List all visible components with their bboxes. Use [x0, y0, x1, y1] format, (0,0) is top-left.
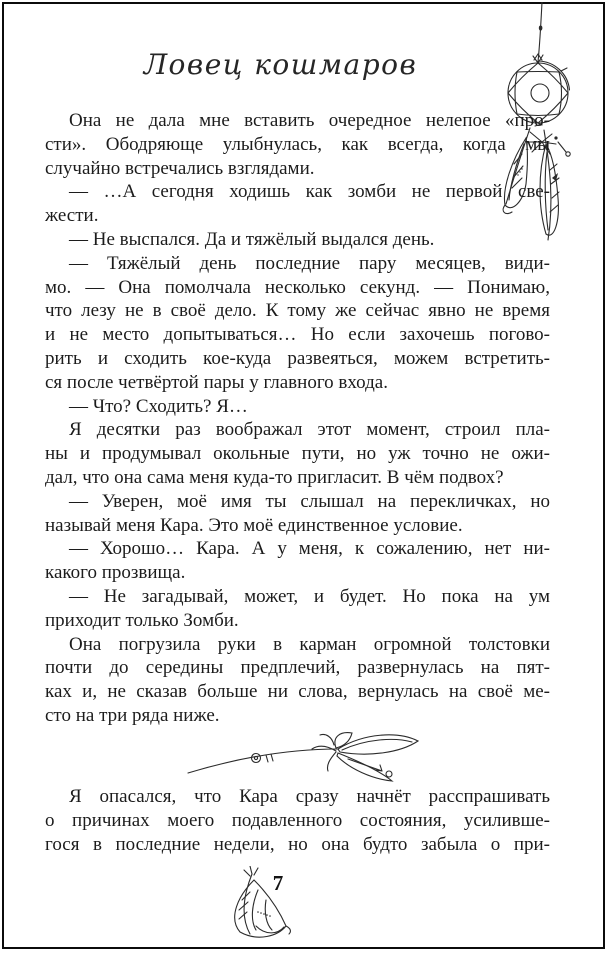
text-line: — …А сегодня ходишь как зомби не первой све-: [69, 181, 550, 203]
text-line: Я опасался, что Кара сразу начнёт расспрашивать: [69, 786, 550, 807]
text-line: Я десятки раз воображал этот момент, строил пла-: [69, 419, 550, 441]
paragraph: [45, 180, 550, 228]
text-line: жести.: [45, 205, 99, 227]
text-line: ся после четвёртой пары у главного входа.: [45, 371, 388, 393]
text-line: Она не дала мне вставить очередное нелепое «про-: [69, 110, 550, 131]
text-line: ках и, не сказав больше ни слова, вернулась на своё ме-: [45, 681, 550, 703]
text-line: сто на три ряда ниже.: [45, 704, 220, 726]
text-line: приходит только Зомби.: [45, 609, 239, 631]
text-line: о причинах моего подавленного состояния, усиливше-: [45, 809, 550, 831]
text-line: — Хорошо… Кара. А у меня, к сожалению, нет ни-: [69, 538, 550, 560]
text-line: ны и продумывал окольные пути, но уж точно не ожи-: [45, 443, 550, 465]
paragraph: [45, 633, 550, 728]
text-line: гося в последние недели, но она будто забыла о при-: [45, 833, 550, 855]
paragraph: [45, 109, 550, 180]
running-title: Ловец кошмаров: [143, 48, 418, 81]
paragraph: [45, 490, 550, 538]
paragraph: [45, 785, 550, 856]
text-line: мо. — Она помолчала несколько секунд. — Понимаю,: [45, 276, 550, 298]
text-line: — Не выспался. Да и тяжёлый выдался день.: [69, 228, 435, 250]
text-line: что лезу не в своё дело. К тому же сейчас явно не время: [45, 300, 550, 322]
text-line: Она погрузила руки в карман огромной толстовки: [69, 633, 550, 655]
paragraph: [45, 418, 550, 489]
page-number: 7: [272, 871, 284, 895]
feather-divider-icon: [186, 727, 426, 785]
paragraph: [45, 252, 550, 395]
paragraph: [45, 585, 550, 633]
text-line: — Уверен, моё имя ты слышал на перекличках, но: [69, 490, 550, 512]
text-line: случайно встречались взглядами.: [45, 157, 315, 179]
text-line: — Не загадывай, может, и будет. Но пока на ум: [69, 585, 550, 607]
text-line: — Что? Сходить? Я…: [69, 395, 248, 417]
text-line: рить и сходить кое-куда развеяться, можем встретить-: [45, 347, 550, 369]
text-line: какого прозвища.: [45, 562, 186, 584]
body-text-after-divider: [45, 785, 550, 856]
text-line: называй меня Кара. Это моё единственное условие.: [45, 514, 463, 536]
body-text: [45, 109, 550, 728]
text-line: и не место допытываться… Но если захочешь погово-: [45, 324, 550, 346]
text-line: почти до середины предплечий, развернулась на пят-: [45, 657, 550, 679]
text-line: — Тяжёлый день последние пару месяцев, види-: [69, 252, 550, 274]
paragraph: [45, 537, 550, 585]
paragraph: [45, 395, 550, 419]
text-line: сти». Ободряюще улыбнулась, как всегда, когда мы: [45, 133, 550, 155]
paragraph: [45, 228, 550, 252]
text-line: дал, что она сама меня куда-то пригласит. В чём подвох?: [45, 466, 504, 488]
